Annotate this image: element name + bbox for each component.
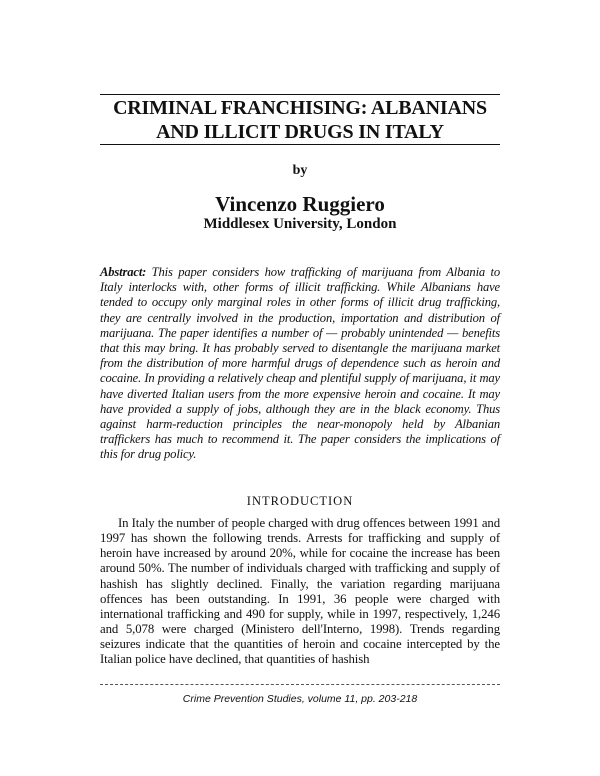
footer-citation: Crime Prevention Studies, volume 11, pp. 203-218 [182, 693, 418, 705]
section-heading: INTRODUCTION [246, 494, 354, 508]
title-top-rule [100, 94, 500, 95]
footer-rule [100, 684, 500, 685]
abstract-text: This paper considers how trafficking of marijuana from Albania to Italy interlocks with, other forms of illicit trafficking. While Albanians have tended to occupy only marginal roles in other forms of illicit drug trafficking, they are centrally involved in the production, importation and distribution of marijuana. The paper identifies a number of — probably unintended — benefits that this may bring. It has probably served to disentangle the marijuana market from the distribution of more harmful drugs of dependence such as heroin and cocaine. In providing a relatively cheap and plentiful supply of marijuana, it may have diverted Italian users from the more expensive heroin and cocaine. It may have provided a supply of jobs, although they are in the black economy. Thus against harm-reduction principles the near-monopoly held by Albanian traffickers has much to recommend it. The paper considers the implications of this for drug policy. [100, 265, 500, 462]
author-name: Vincenzo Ruggiero [215, 192, 385, 216]
paper-title: CRIMINAL FRANCHISING: ALBANIANS AND ILLICIT DRUGS IN ITALY [113, 97, 487, 143]
body-paragraph: In Italy the number of people charged with drug offences between 1991 and 1997 has shown the following trends. Arrests for trafficking and supply of heroin have increased by around 20%, while for cocaine the increase has been around 50%. The number of individuals charged with trafficking and supply of hashish has slightly declined. Finally, the variation regarding marijuana offences has been outstanding. In 1991, 36 people were charged with international trafficking and 490 for supply, while in 1997, respectively, 1,246 and 5,078 were charged (Ministero dell'Interno, 1998). Trends regarding seizures indicate that the quantities of heroin and cocaine intercepted by the Italian police have declined, that quantities of hashish [100, 516, 500, 667]
abstract [100, 265, 500, 463]
title-bottom-rule [100, 144, 500, 145]
abstract-label: Abstract: [100, 265, 147, 279]
byline: by [292, 163, 308, 178]
author-affiliation: Middlesex University, London [203, 216, 397, 232]
